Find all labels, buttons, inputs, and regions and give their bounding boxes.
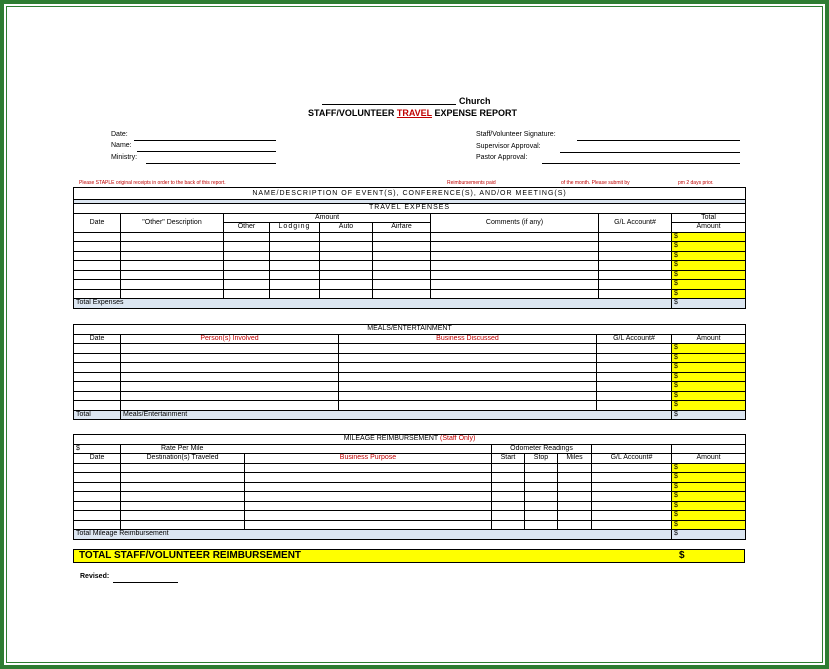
signature-field[interactable] <box>577 140 740 141</box>
ministry-field[interactable] <box>146 163 276 164</box>
cell[interactable] <box>74 363 121 373</box>
meals-table <box>73 324 746 420</box>
cell[interactable] <box>373 242 431 252</box>
name-label: Name: <box>111 142 132 149</box>
cell[interactable] <box>558 482 592 492</box>
cell[interactable] <box>592 492 672 502</box>
note-staple: Please STAPLE original receipts in order to the back of this report. <box>79 180 226 186</box>
col-date: Date <box>74 454 121 464</box>
revised-field[interactable] <box>113 582 178 583</box>
title-part-3: EXPENSE REPORT <box>432 108 518 118</box>
cell[interactable] <box>121 251 224 261</box>
cell[interactable] <box>525 473 558 483</box>
cell[interactable] <box>320 261 373 271</box>
pastor-field[interactable] <box>542 163 740 164</box>
table-row <box>74 501 746 511</box>
col-destination: Destination(s) Traveled <box>121 454 245 464</box>
amount-cell[interactable]: $ <box>672 270 746 280</box>
cell[interactable] <box>270 270 320 280</box>
amount-cell[interactable]: $ <box>672 401 746 411</box>
total-row <box>74 299 746 309</box>
cell[interactable] <box>558 501 592 511</box>
table-row <box>74 363 746 373</box>
mileage-title: MILEAGE REIMBURSEMENT <box>343 435 441 443</box>
grand-total-value: $ <box>679 550 685 561</box>
col-purpose: Business Purpose <box>245 454 492 464</box>
cell[interactable] <box>320 251 373 261</box>
cell[interactable] <box>121 501 245 511</box>
amount-cell[interactable]: $ <box>672 289 746 299</box>
note-prior: pm 2 days prior. <box>678 180 714 186</box>
amount-cell[interactable]: $ <box>672 280 746 290</box>
mileage-total-value: $ <box>672 530 746 540</box>
col-miles: Miles <box>558 454 592 464</box>
cell[interactable] <box>121 391 339 401</box>
cell[interactable] <box>592 520 672 530</box>
cell[interactable] <box>597 382 672 392</box>
col-other: Other <box>224 223 270 233</box>
cell[interactable] <box>245 511 492 521</box>
cell[interactable] <box>270 251 320 261</box>
cell[interactable] <box>245 473 492 483</box>
grand-total-bar <box>73 549 745 563</box>
cell <box>672 444 746 454</box>
cell[interactable] <box>592 501 672 511</box>
cell[interactable] <box>339 372 597 382</box>
cell[interactable] <box>373 261 431 271</box>
total-expenses-value: $ <box>672 299 746 309</box>
table-row <box>74 251 746 261</box>
col-gl: G/L Account# <box>597 334 672 344</box>
meals-total-label: Total <box>74 410 121 420</box>
table-row <box>74 511 746 521</box>
travel-section-title: TRAVEL EXPENSES <box>74 204 746 214</box>
cell <box>592 444 672 454</box>
table-row <box>74 289 746 299</box>
amount-cell[interactable]: $ <box>672 463 746 473</box>
cell[interactable] <box>74 289 121 299</box>
cell[interactable] <box>320 270 373 280</box>
cell[interactable] <box>599 232 672 242</box>
cell[interactable] <box>270 289 320 299</box>
date-field[interactable] <box>134 140 276 141</box>
cell[interactable] <box>525 463 558 473</box>
col-start: Start <box>492 454 525 464</box>
amount-cell[interactable]: $ <box>672 344 746 354</box>
cell[interactable] <box>558 473 592 483</box>
cell[interactable] <box>224 289 270 299</box>
cell[interactable] <box>373 270 431 280</box>
cell[interactable] <box>224 280 270 290</box>
meals-section-title: MEALS/ENTERTAINMENT <box>74 325 746 335</box>
cell[interactable] <box>245 482 492 492</box>
cell[interactable] <box>121 353 339 363</box>
name-field[interactable] <box>137 151 276 152</box>
table-row <box>74 520 746 530</box>
cell[interactable] <box>74 473 121 483</box>
cell[interactable] <box>599 242 672 252</box>
cell[interactable] <box>74 251 121 261</box>
table-row <box>74 372 746 382</box>
cell[interactable] <box>592 463 672 473</box>
cell[interactable] <box>599 280 672 290</box>
cell[interactable] <box>74 520 121 530</box>
supervisor-label: Supervisor Approval: <box>476 143 541 150</box>
cell[interactable] <box>339 353 597 363</box>
cell[interactable] <box>599 251 672 261</box>
cell[interactable] <box>597 344 672 354</box>
col-amount: Amount <box>672 223 746 233</box>
cell[interactable] <box>431 232 599 242</box>
cell[interactable] <box>592 482 672 492</box>
cell[interactable] <box>74 353 121 363</box>
cell[interactable] <box>74 511 121 521</box>
cell[interactable] <box>224 251 270 261</box>
cell[interactable] <box>492 463 525 473</box>
note-reimburse: Reimbursements paid <box>447 180 496 186</box>
total-group-header: Total <box>672 213 746 223</box>
total-expenses-label: Total Expenses <box>74 299 672 309</box>
cell[interactable] <box>599 289 672 299</box>
table-row <box>74 353 746 363</box>
cell[interactable] <box>245 520 492 530</box>
table-row <box>74 482 746 492</box>
cell[interactable] <box>121 382 339 392</box>
cell[interactable] <box>431 270 599 280</box>
cell[interactable] <box>492 492 525 502</box>
supervisor-field[interactable] <box>560 152 740 153</box>
col-business: Business Discussed <box>339 334 597 344</box>
revised-label: Revised: <box>80 573 110 580</box>
amount-cell[interactable]: $ <box>672 251 746 261</box>
cell[interactable] <box>224 270 270 280</box>
col-comments: Comments (if any) <box>431 213 599 232</box>
cell[interactable] <box>74 280 121 290</box>
cell[interactable] <box>339 363 597 373</box>
cell[interactable] <box>121 232 224 242</box>
cell[interactable] <box>373 289 431 299</box>
event-banner: NAME/DESCRIPTION OF EVENT(S), CONFERENCE(S), AND/OR MEETING(S) <box>74 188 746 200</box>
amount-cell[interactable]: $ <box>672 261 746 271</box>
amount-cell[interactable]: $ <box>672 492 746 502</box>
cell[interactable] <box>431 251 599 261</box>
cell[interactable] <box>492 482 525 492</box>
table-row <box>74 280 746 290</box>
amount-cell[interactable]: $ <box>672 353 746 363</box>
total-row <box>74 410 746 420</box>
cell[interactable] <box>597 372 672 382</box>
cell[interactable] <box>597 401 672 411</box>
ministry-label: Ministry: <box>111 154 138 161</box>
cell[interactable] <box>74 492 121 502</box>
cell[interactable] <box>74 382 121 392</box>
cell[interactable] <box>597 353 672 363</box>
cell[interactable] <box>492 473 525 483</box>
table-row <box>74 492 746 502</box>
mileage-total-label: Total Mileage Reimbursement <box>74 530 672 540</box>
table-row <box>74 473 746 483</box>
amount-cell[interactable]: $ <box>672 242 746 252</box>
table-row <box>74 382 746 392</box>
table-row <box>74 270 746 280</box>
col-gl: G/L Account# <box>599 213 672 232</box>
cell[interactable] <box>431 289 599 299</box>
cell[interactable] <box>224 232 270 242</box>
amount-cell[interactable]: $ <box>672 473 746 483</box>
cell[interactable] <box>592 473 672 483</box>
col-lodging: Lodging <box>270 223 320 233</box>
cell[interactable] <box>121 492 245 502</box>
report-title <box>308 108 517 118</box>
cell[interactable] <box>320 289 373 299</box>
staff-only-note: (Staff Only) <box>440 435 476 443</box>
cell[interactable] <box>121 242 224 252</box>
cell[interactable] <box>320 242 373 252</box>
cell[interactable] <box>558 520 592 530</box>
amount-group-header: Amount <box>224 213 431 223</box>
cell[interactable] <box>121 363 339 373</box>
cell[interactable] <box>121 511 245 521</box>
amount-cell[interactable]: $ <box>672 511 746 521</box>
grand-total-label: TOTAL STAFF/VOLUNTEER REIMBURSEMENT <box>79 550 302 561</box>
table-row <box>74 401 746 411</box>
cell[interactable] <box>121 520 245 530</box>
cell[interactable] <box>121 372 339 382</box>
col-amount: Amount <box>672 334 746 344</box>
church-label: Church <box>459 96 491 106</box>
cell[interactable] <box>74 501 121 511</box>
amount-cell[interactable]: $ <box>672 482 746 492</box>
amount-cell[interactable]: $ <box>672 391 746 401</box>
cell[interactable] <box>121 289 224 299</box>
cell[interactable] <box>74 270 121 280</box>
cell[interactable] <box>492 511 525 521</box>
amount-cell[interactable]: $ <box>672 232 746 242</box>
amount-cell[interactable]: $ <box>672 363 746 373</box>
cell[interactable] <box>597 391 672 401</box>
cell[interactable] <box>121 473 245 483</box>
rate-per-mile-label: Rate Per Mile <box>121 444 492 454</box>
cell[interactable] <box>74 401 121 411</box>
cell[interactable] <box>121 270 224 280</box>
cell[interactable] <box>373 280 431 290</box>
rate-dollar[interactable]: $ <box>74 444 121 454</box>
cell[interactable] <box>339 401 597 411</box>
col-auto: Auto <box>320 223 373 233</box>
col-amount: Amount <box>672 454 746 464</box>
signature-label: Staff/Volunteer Signature: <box>476 131 556 138</box>
cell[interactable] <box>74 463 121 473</box>
cell[interactable] <box>525 501 558 511</box>
col-date: Date <box>74 213 121 232</box>
cell[interactable] <box>74 344 121 354</box>
cell[interactable] <box>224 261 270 271</box>
cell[interactable] <box>597 363 672 373</box>
mileage-table <box>73 434 746 540</box>
cell[interactable] <box>492 501 525 511</box>
title-part-1: STAFF/VOLUNTEER <box>308 108 397 118</box>
cell[interactable] <box>74 482 121 492</box>
amount-cell[interactable]: $ <box>672 520 746 530</box>
cell[interactable] <box>74 391 121 401</box>
cell[interactable] <box>373 232 431 242</box>
cell[interactable] <box>339 382 597 392</box>
cell[interactable] <box>558 492 592 502</box>
col-persons: Person(s) Involved <box>121 334 339 344</box>
cell[interactable] <box>245 463 492 473</box>
cell[interactable] <box>270 242 320 252</box>
pastor-label: Pastor Approval: <box>476 154 528 161</box>
meals-total-label-2: Meals/Entertainment <box>121 410 672 420</box>
cell[interactable] <box>270 232 320 242</box>
table-row <box>74 344 746 354</box>
cell[interactable] <box>74 232 121 242</box>
cell[interactable] <box>270 280 320 290</box>
col-other-desc: "Other" Description <box>121 213 224 232</box>
cell[interactable] <box>525 511 558 521</box>
cell[interactable] <box>431 261 599 271</box>
cell[interactable] <box>339 344 597 354</box>
amount-cell[interactable]: $ <box>672 501 746 511</box>
cell[interactable] <box>525 492 558 502</box>
cell[interactable] <box>431 280 599 290</box>
table-row <box>74 463 746 473</box>
col-gl: G/L Account# <box>592 454 672 464</box>
amount-cell[interactable]: $ <box>672 382 746 392</box>
cell[interactable] <box>74 242 121 252</box>
col-date: Date <box>74 334 121 344</box>
cell[interactable] <box>339 391 597 401</box>
cell[interactable] <box>320 232 373 242</box>
cell[interactable] <box>431 242 599 252</box>
cell[interactable] <box>270 261 320 271</box>
cell[interactable] <box>224 242 270 252</box>
mileage-section-title <box>74 435 746 445</box>
cell[interactable] <box>599 261 672 271</box>
cell[interactable] <box>320 280 373 290</box>
table-row <box>74 261 746 271</box>
table-row <box>74 232 746 242</box>
note-month: of the month. Please submit by <box>561 180 630 186</box>
table-row <box>74 391 746 401</box>
col-airfare: Airfare <box>373 223 431 233</box>
cell[interactable] <box>525 482 558 492</box>
cell[interactable] <box>599 270 672 280</box>
cell[interactable] <box>492 520 525 530</box>
travel-expenses-table <box>73 187 746 309</box>
amount-cell[interactable]: $ <box>672 372 746 382</box>
date-label: Date: <box>111 131 128 138</box>
cell[interactable] <box>558 511 592 521</box>
cell[interactable] <box>121 463 245 473</box>
cell[interactable] <box>245 492 492 502</box>
table-row <box>74 242 746 252</box>
cell[interactable] <box>121 280 224 290</box>
col-stop: Stop <box>525 454 558 464</box>
cell[interactable] <box>592 511 672 521</box>
cell[interactable] <box>121 344 339 354</box>
cell[interactable] <box>525 520 558 530</box>
church-name-line[interactable] <box>322 104 456 105</box>
cell[interactable] <box>558 463 592 473</box>
cell[interactable] <box>245 501 492 511</box>
cell[interactable] <box>121 261 224 271</box>
cell[interactable] <box>373 251 431 261</box>
cell[interactable] <box>74 261 121 271</box>
odometer-header: Odometer Readings <box>492 444 592 454</box>
total-row <box>74 530 746 540</box>
meals-total-value: $ <box>672 410 746 420</box>
title-travel: TRAVEL <box>396 108 433 118</box>
cell[interactable] <box>121 401 339 411</box>
cell[interactable] <box>74 372 121 382</box>
cell[interactable] <box>121 482 245 492</box>
